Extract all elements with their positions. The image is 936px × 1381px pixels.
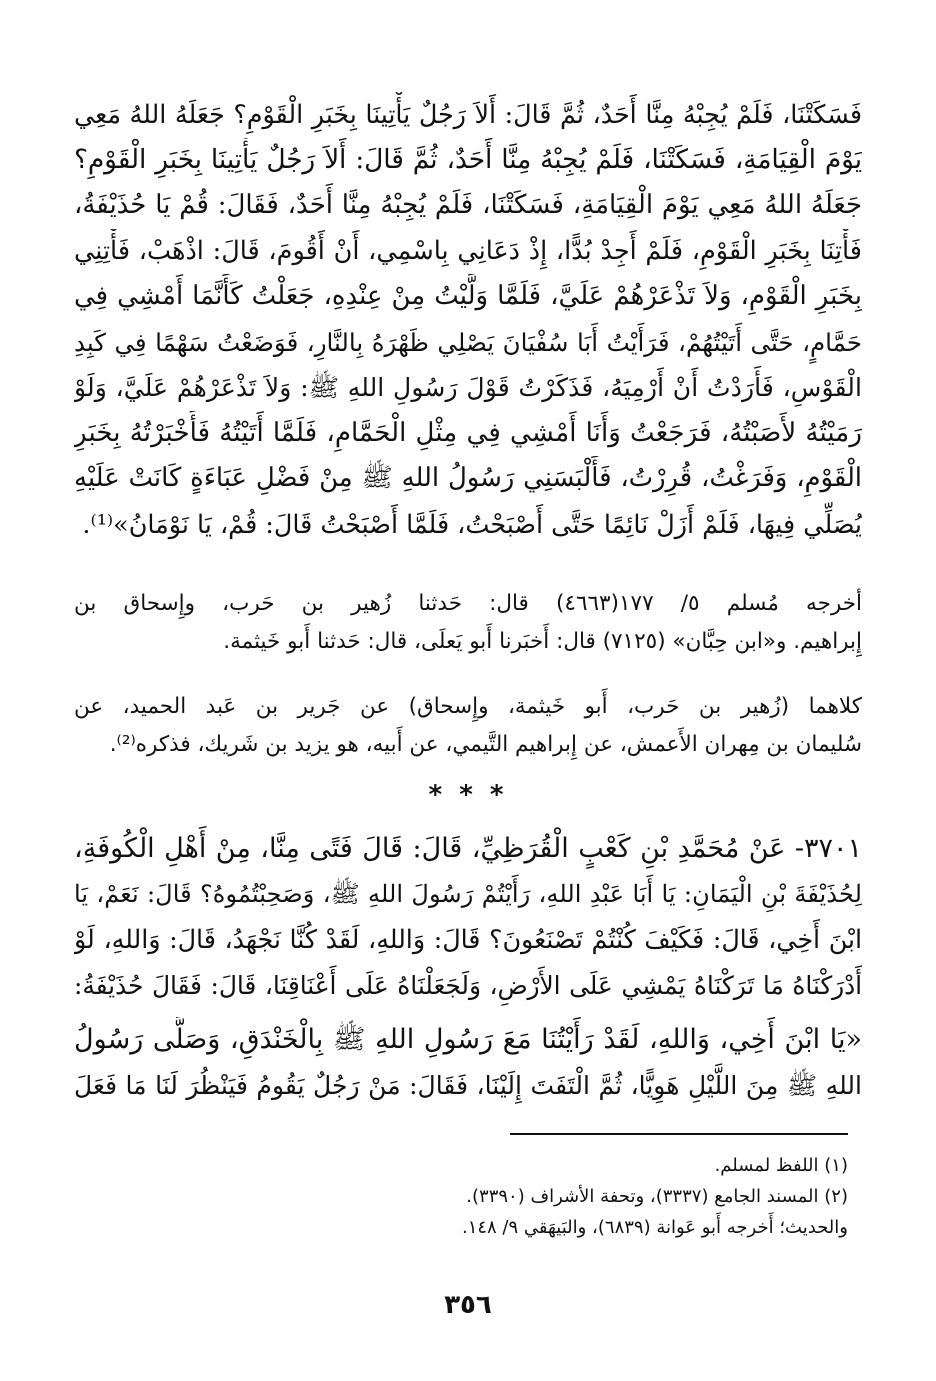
text-line: ٣٧٠١- عَنْ مُحَمَّدِ بْنِ كَعْبٍ الْقُرَظِيِّ، قَالَ: قَالَ فَتًى مِنَّا، مِنْ أَهْلِ الْكُوفَةِ،: [74, 833, 862, 864]
text-line: أَدْرَكْنَاهُ مَا تَرَكْنَاهُ يَمْشِي عَلَى الأَرْضِ، وَلَجَعَلْنَاهُ عَلَى أَعْنَاقِنَا، قَالَ: فَقَالَ حُذَيْفَةُ:: [74, 970, 862, 1000]
text-line: «يَا ابْنَ أَخِي، وَاللهِ، لَقَدْ رَأَيْتُنَا مَعَ رَسُولِ اللهِ ﷺ بِالْخَنْدَقِ، وَصَلَّى رَسُولُ: [74, 1024, 862, 1055]
takhrij-paragraph: [74, 585, 862, 661]
page-number: ٣٥٦: [444, 1290, 492, 1320]
footnote: (٢) المسند الجامع (٣٣٣٧)، وتحفة الأشراف (٣٣٩٠).: [466, 1186, 848, 1207]
text-line: فَسَكَتْنَا، فَلَمْ يُجِبْهُ مِنَّا أَحَدٌ، ثُمَّ قَالَ: أَلاَ رَجُلٌ يَأْتِينَا بِخَبَرِ الْقَوْمِ؟ جَعَلَهُ اللهُ مَعِي: [74, 99, 862, 129]
text-line: الْقَوْمِ، وَفَرَغْتُ، قُرِرْتُ، فَأَلْبَسَنِي رَسُولُ اللهِ ﷺ مِنْ فَضْلِ عَبَاءَةٍ كَانَتْ عَلَيْهِ: [74, 463, 862, 493]
footnote-divider: [510, 1133, 848, 1135]
text-line: جَعَلَهُ اللهُ مَعِي يَوْمَ الْقِيَامَةِ، فَسَكَتْنَا، فَلَمْ يُجِبْهُ مِنَّا أَحَدٌ، فَقَالَ: قُمْ يَا حُذَيْفَةُ،: [74, 190, 862, 220]
footnote: (١) اللفظ لمسلم.: [714, 1155, 848, 1176]
hadith-quote: [74, 1017, 862, 1108]
text-line: لِحُذَيْفَةَ بْنِ الْيَمَانِ: يَا أَبَا عَبْدِ اللهِ، رَأَيْتُمْ رَسُولَ اللهِ ﷺ، وَصَحِبْتُمُوهُ؟ قَالَ: نَعَمْ، يَا: [74, 879, 862, 908]
text-line: فَأْتِنَا بِخَبَرِ الْقَوْمِ، فَلَمْ أَجِدْ بُدًّا، إِذْ دَعَانِي بِاسْمِي، أَنْ أَقُومَ، قَالَ: اذْهَبْ، فَأْتِنِي: [74, 235, 862, 266]
main-narration: [74, 92, 862, 547]
footnote: والحديث؛ أَخرجه أَبو عَوانة (٦٨٣٩)، والبَيهَقي ٩/ ١٤٨.: [461, 1217, 848, 1238]
footnotes: [120, 1150, 848, 1243]
text-line: ابْنَ أَخِي، قَالَ: فَكَيْفَ كُنْتُمْ تَصْنَعُونَ؟ قَالَ: وَاللهِ، لَقَدْ كُنَّا نَجْهَدُ، قَالَ: وَاللهِ، لَوْ: [74, 925, 862, 954]
text-line: يَوْمَ الْقِيَامَةِ، فَسَكَتْنَا، فَلَمْ يُجِبْهُ مِنَّا أَحَدٌ، ثُمَّ قَالَ: أَلاَ رَجُلٌ يَأْتِينَا بِخَبَرِ الْقَوْمِ؟: [74, 144, 862, 175]
text-line: يُصَلِّي فِيهَا، فَلَمْ أَزَلْ نَائِمًا حَتَّى أَصْبَحْتُ، فَلَمَّا أَصْبَحْتُ قَالَ: قُمْ، يَا نَوْمَانُ»⁽¹⁾.: [82, 508, 862, 539]
hadith-3701: [74, 826, 862, 1008]
text-line: الْقَوْسِ، فَأَرَدْتُ أَنْ أَرْمِيَهُ، فَذَكَرْتُ قَوْلَ رَسُولِ اللهِ ﷺ: وَلاَ تَذْعَرْهُمْ عَلَيَّ، وَلَوْ: [74, 373, 862, 402]
section-separator: * * *: [428, 780, 508, 810]
text-line: حَمَّامٍ، حَتَّى أَتَيْتُهُمْ، فَرَأَيْتُ أَبَا سُفْيَانَ يَصْلِي ظَهْرَهُ بِالنَّارِ، فَوَضَعْتُ سَهْمًا فِي كَبِدِ: [74, 327, 862, 357]
text-line: إِبراهيم. و«ابن حِبَّان» (٧١٢٥) قال: أَخبَرنا أَبو يَعلَى، قال: حَدثنا أَبو خَيثمة.: [223, 629, 862, 654]
text-line: اللهِ ﷺ مِنَ اللَّيْلِ هَوِيًّا، ثُمَّ الْتَفَتَ إِلَيْنَا، فَقَالَ: مَنْ رَجُلٌ يَقُومُ فَيَنْظُرَ لَنَا مَا فَعَلَ: [74, 1070, 862, 1100]
text-line: سُليمان بن مِهران الأَعمش، عن إِبراهيم التَّيمي، عن أَبيه، هو يزيد بن شَريك، فذكره⁽²⁾.: [109, 732, 862, 757]
text-line: رَمَيْتُهُ لأَصَبْتُهُ، فَرَجَعْتُ وَأَنَا أَمْشِي فِي مِثْلِ الْحَمَّامِ، فَلَمَّا أَتَيْتُهُ فَأَخْبَرْتُهُ بِخَبَرِ: [74, 417, 862, 448]
text-line: بِخَبَرِ الْقَوْمِ، وَلاَ تَذْعَرْهُمْ عَلَيَّ، فَلَمَّا وَلَّيْتُ مِنْ عِنْدِهِ، جَعَلْتُ كَأَنَّمَا أَمْشِي فِي: [74, 281, 862, 311]
text-line: كلاهما (زُهير بن حَرب، أَبو خَيثمة، وإِسحاق) عن جَرير بن عَبد الحميد، عن: [74, 694, 862, 719]
text-line: أخرجه مُسلم ٥/ ١٧٧(٤٦٦٣) قال: حَدثنا زُهير بن حَرب، وإِسحاق بن: [74, 591, 862, 616]
takhrij-paragraph-2: [74, 688, 862, 764]
